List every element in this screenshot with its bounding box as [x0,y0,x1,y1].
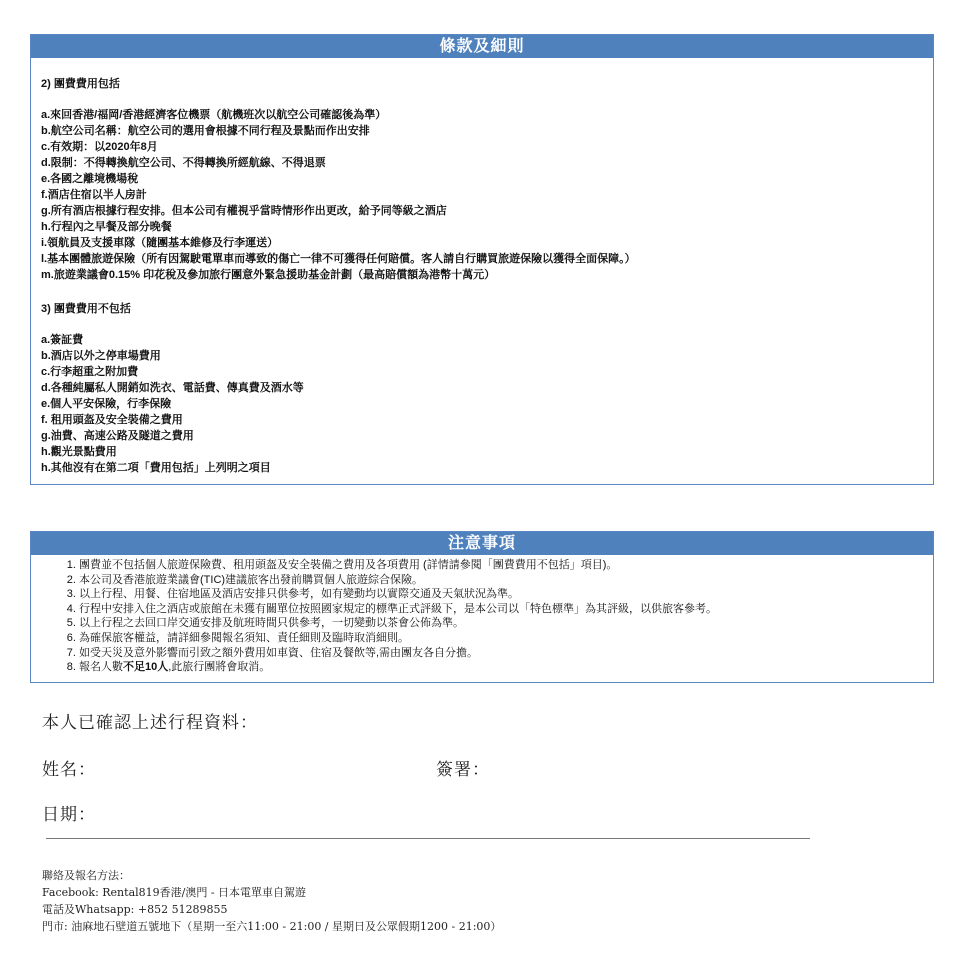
note-item: 5. 以上行程之去回口岸交通安排及航班時間只供參考，一切變動以茶會公佈為準。 [79,616,933,631]
included-item: i.領航員及支援車隊（隨團基本維修及行李運送） [41,237,279,249]
note-item: 1. 團費並不包括個人旅遊保險費、租用頭盔及安全裝備之費用及各項費用 (詳情請參閱「團費費用不包括」項目)。 [79,558,933,573]
excluded-title: 3) 團費費用不包括 [41,303,131,315]
notes-header: 注意事項 [31,532,933,555]
note-item [79,660,933,675]
contact-store: 門市: 油麻地石壁道五號地下（星期一至六11:00 - 21:00 / 星期日及公眾假期1200 - 21:00） [42,920,502,933]
name-field-label: 姓名： [42,760,96,779]
note-item: 3. 以上行程、用餐、住宿地區及酒店安排只供參考，如有變動均以實際交通及天氣狀況為準。 [79,587,933,602]
terms-section [30,34,934,485]
terms-header: 條款及細則 [31,35,933,58]
included-item: l.基本團體旅遊保險（所有因駕駛電單車而導致的傷亡一律不可獲得任何賠償。客人請自行購買旅遊保險以獲得全面保障。） [41,253,636,265]
notes-list [31,558,933,675]
included-title: 2) 團費費用包括 [41,78,120,90]
note-emphasis: 不足10人 [123,661,169,674]
note-text: 報名人數 [79,661,123,674]
included-list [41,107,933,283]
included-item: a.來回香港/福岡/香港經濟客位機票（航機班次以航空公司確認後為準） [41,109,387,121]
excluded-item: a.簽証費 [41,334,84,346]
contact-title: 聯絡及報名方法： [42,869,130,882]
excluded-item: f. 租用頭盔及安全裝備之費用 [41,414,183,426]
excluded-item: c.行李超重之附加費 [41,366,139,378]
excluded-item: h.其他沒有在第二項「費用包括」上列明之項目 [41,462,271,474]
excluded-item: e.個人平安保險，行李保險 [41,398,172,410]
excluded-item: b.酒店以外之停車場費用 [41,350,161,362]
included-item: m.旅遊業議會0.15% 印花稅及參加旅行團意外緊急援助基金計劃（最高賠償額為港幣十萬元） [41,269,496,281]
included-item: b.航空公司名稱：航空公司的選用會根據不同行程及景點而作出安排 [41,125,370,137]
included-item: f.酒店住宿以半人房計 [41,189,147,201]
contact-facebook: Facebook: Rental819香港/澳門 - 日本電單車自駕遊 [42,886,307,899]
signature-line [46,838,810,839]
included-item: c.有效期：以2020年8月 [41,141,158,153]
signature-field-label: 簽署： [436,760,490,779]
note-text: ,此旅行團將會取消。 [168,661,271,674]
contact-phone: 電話及Whatsapp: +852 51289855 [42,903,228,916]
note-item: 4. 行程中安排入住之酒店或旅館在未獲有關單位按照國家規定的標準正式評級下，是本公司以「特色標準」為其評級，以供旅客參考。 [79,602,933,617]
confirmation-statement: 本人已確認上述行程資料： [42,713,258,732]
excluded-item: g.油費、高速公路及隧道之費用 [41,430,194,442]
included-item: h.行程內之早餐及部分晚餐 [41,221,172,233]
note-item: 6. 為確保旅客權益，請詳細參閱報名須知、責任細則及臨時取消細則。 [79,631,933,646]
terms-body [31,76,933,476]
excluded-item: h.觀光景點費用 [41,446,117,458]
included-item: e.各國之離境機場稅 [41,173,139,185]
note-item: 7. 如受天災及意外影響而引致之額外費用如車資、住宿及餐飲等,需由團友各自分擔。 [79,646,933,661]
date-field-label: 日期： [42,805,96,824]
included-item: g.所有酒店根據行程安排。但本公司有權視乎當時情形作出更改，給予同等級之酒店 [41,205,447,217]
included-item: d.限制：不得轉換航空公司、不得轉換所經航線、不得退票 [41,157,326,169]
excluded-item: d.各種純屬私人開銷如洗衣、電話費、傳真費及酒水等 [41,382,304,394]
excluded-list [41,332,933,476]
notes-section [30,531,934,683]
contact-info [42,867,501,935]
note-item: 2. 本公司及香港旅遊業議會(TIC)建議旅客出發前購買個人旅遊綜合保險。 [79,573,933,588]
